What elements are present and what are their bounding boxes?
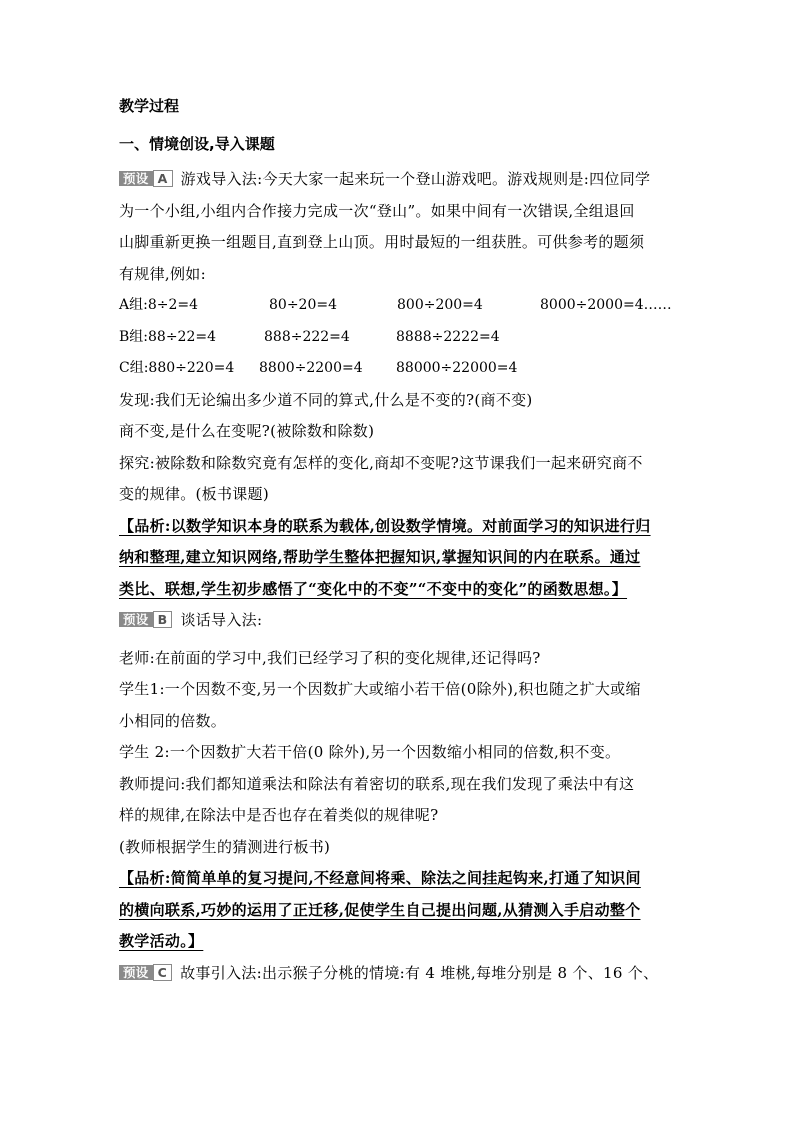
group-a-row: A组:8÷2=4 80÷20=4 800÷200=4 8000÷2000=4……: [119, 297, 672, 313]
teacher-question-2: 样的规律,在除法中是否也存在着类似的规律呢?: [119, 806, 439, 824]
board-note: (教师根据学生的猜测进行板书): [119, 837, 331, 856]
analysis-a-line-2: 纳和整理,建立知识网络,帮助学生整体把握知识,掌握知识间的内在联系。通过: [119, 548, 641, 566]
analysis-b-line-3: 教学活动。】: [119, 932, 204, 950]
preset-c-line-1: 预设 C 故事引入法:出示猴子分桃的情境:有 4 堆桃,每堆分别是 8 个、16 个、: [119, 958, 684, 990]
teacher-question-1: 教师提问:我们都知道乘法和除法有着密切的联系,现在我们发现了乘法中有这: [119, 774, 635, 793]
question-line: 商不变,是什么在变呢?(被除数和除数): [119, 422, 375, 440]
student2-line: 学生 2:一个因数扩大若干倍(0 除外),另一个因数缩小相同的倍数,积不变。: [119, 743, 621, 761]
preset-a-tag: 预设 A: [119, 171, 173, 187]
preset-a-line-2: 为一个小组,小组内合作接力完成一次“登山”。如果中间有一次错误,全组退回: [119, 201, 635, 220]
analysis-b: [119, 863, 684, 958]
discovery-line: 发现:我们无论编出多少道不同的算式,什么是不变的?(商不变): [119, 390, 533, 409]
analysis-a: [119, 511, 684, 606]
analysis-a-line-3: 类比、联想,学生初步感悟了“变化中的不变”“不变中的变化”的函数思想。】: [119, 579, 628, 598]
analysis-b-line-1: 【品析:简简单单的复习提问,不经意间将乘、除法之间挂起钩来,打通了知识间: [119, 869, 641, 887]
preset-b-line-1: 预设 B 谈话导入法:: [119, 605, 684, 637]
teacher-line: 老师:在前面的学习中,我们已经学习了积的变化规律,还记得吗?: [119, 648, 541, 667]
page-title: 教学过程: [119, 97, 180, 115]
preset-a-line-3: 山脚重新更换一组题目,直到登上山顶。用时最短的一组获胜。可供参考的题须: [119, 233, 645, 251]
group-c-row: C组:880÷220=4 8800÷2200=4 88000÷22000=4: [119, 360, 518, 376]
preset-a-line-4: 有规律,例如:: [119, 264, 206, 283]
preset-b-tag: 预设 B: [119, 612, 172, 628]
preset-a-line-1: 预设 A 游戏导入法:今天大家一起来玩一个登山游戏吧。游戏规则是:四位同学: [119, 164, 684, 196]
analysis-a-line-1: 【品析:以数学知识本身的联系为载体,创设数学情境。对前面学习的知识进行归: [119, 516, 651, 535]
group-b-row: B组:88÷22=4 888÷222=4 8888÷2222=4: [119, 328, 500, 345]
preset-c-tag: 预设 C: [119, 965, 172, 981]
analysis-b-line-2: 的横向联系,巧妙的运用了正迁移,促使学生自己提出问题,从猜测入手启动整个: [119, 900, 641, 919]
student1-line-1: 学生1:一个因数不变,另一个因数扩大或缩小若干倍(0除外),积也随之扩大或缩: [119, 680, 641, 698]
student1-line-2: 小相同的倍数。: [119, 711, 227, 730]
explore-line-2: 变的规律。(板书课题): [119, 485, 270, 503]
document-page: [119, 96, 684, 989]
explore-line-1: 探究:被除数和除数究竟有怎样的变化,商却不变呢?这节课我们一起来研究商不: [119, 453, 643, 472]
section-heading: 一、情境创设,导入课题: [119, 135, 275, 153]
